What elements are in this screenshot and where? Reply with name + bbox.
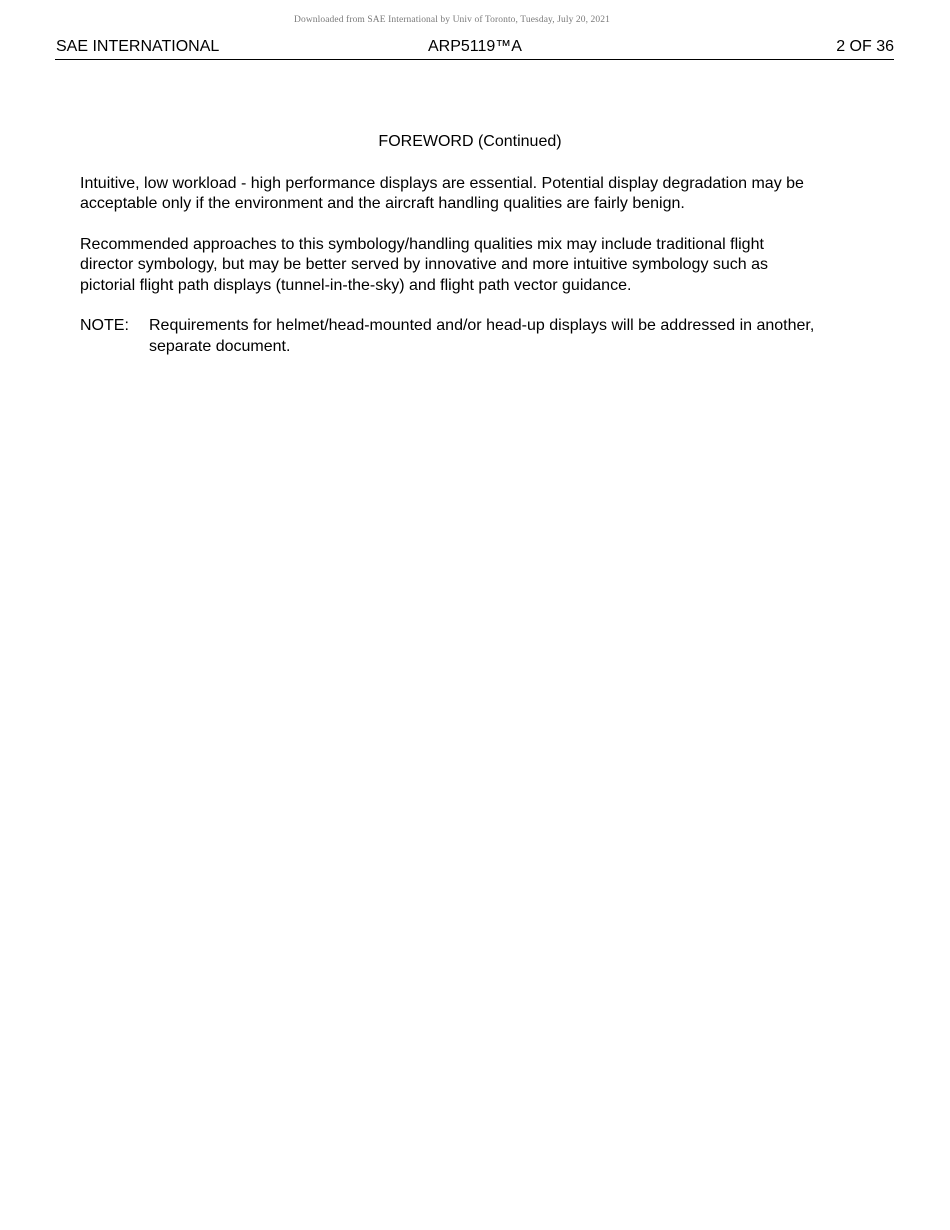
header-page-indicator: 2 OF 36 bbox=[836, 38, 894, 55]
note-line: separate document. bbox=[149, 337, 291, 355]
section-title: FOREWORD (Continued) bbox=[378, 133, 562, 150]
paragraph-intuitive-displays bbox=[80, 174, 880, 215]
paragraph-line: acceptable only if the environment and the aircraft handling qualities are fairly benign. bbox=[80, 195, 685, 212]
note-text bbox=[149, 316, 880, 357]
page-header bbox=[55, 38, 894, 60]
paragraph-line: director symbology, but may be better served by innovative and more intuitive symbology such as bbox=[80, 256, 769, 273]
download-notice: Downloaded from SAE International by Univ of Toronto, Tuesday, July 20, 2021 bbox=[294, 15, 610, 25]
header-organization: SAE INTERNATIONAL bbox=[56, 38, 220, 55]
document-body bbox=[80, 132, 880, 357]
paragraph-line: Recommended approaches to this symbology/handling qualities mix may include traditional flight bbox=[80, 235, 764, 253]
paragraph-line: pictorial flight path displays (tunnel-in-the-sky) and flight path vector guidance. bbox=[80, 276, 632, 294]
note-line: Requirements for helmet/head-mounted and/or head-up displays will be addressed in another, bbox=[149, 317, 815, 334]
note-label: NOTE: bbox=[80, 317, 129, 334]
paragraph-recommended-approaches bbox=[80, 235, 880, 297]
note-block bbox=[80, 316, 880, 357]
paragraph-line: Intuitive, low workload - high performance displays are essential. Potential display degradation may be bbox=[80, 174, 804, 192]
header-document-id: ARP5119™A bbox=[428, 38, 522, 55]
